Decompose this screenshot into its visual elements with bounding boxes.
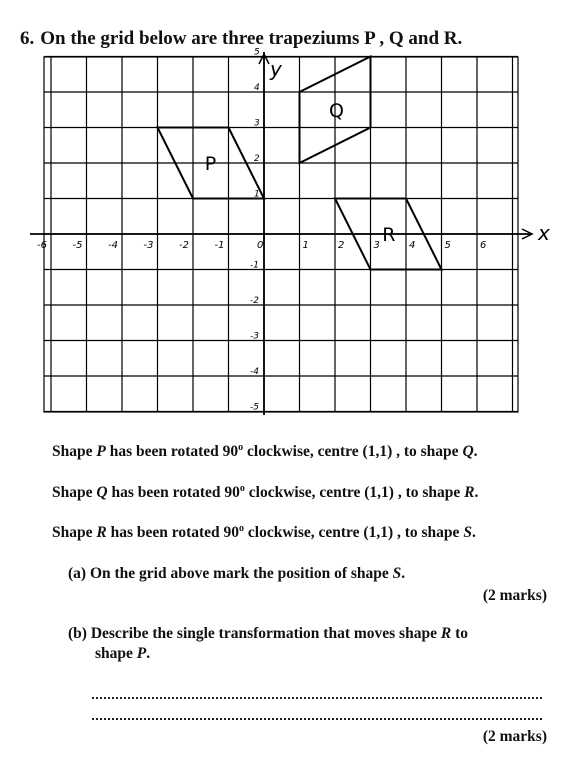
y-tick-label: 4	[254, 83, 260, 93]
x-tick-label: -2	[179, 240, 189, 251]
x-tick-label: 3	[373, 240, 380, 251]
x-tick-label: 5	[444, 240, 451, 251]
statement-2: Shape Q has been rotated 90$^o$ clockwise, centre (1,1) , to shape R.	[52, 483, 479, 502]
shape-label-p: P	[204, 153, 217, 175]
x-tick-label: 1	[302, 240, 309, 251]
y-axis-label: y	[270, 57, 282, 81]
y-tick-label: -5	[250, 402, 259, 413]
y-tick-label: 5	[254, 47, 260, 58]
part-b-marks: (2 marks)	[482, 728, 547, 745]
x-tick-label: 2	[338, 240, 345, 251]
y-tick-label: 2	[254, 154, 260, 164]
x-tick-label: 0	[257, 240, 264, 251]
part-b-question-cont: shape P.	[95, 645, 151, 662]
x-tick-label: 6	[480, 240, 487, 251]
tick-labels	[37, 48, 550, 413]
x-tick-label: -4	[108, 240, 118, 251]
part-a-question: (a) On the grid above mark the position of shape S.	[68, 565, 406, 582]
part-a-marks: (2 marks)	[482, 587, 547, 604]
statement-3: Shape R has been rotated 90$^o$ clockwise, centre (1,1) , to shape S.	[52, 523, 476, 542]
shape-label-q: Q	[329, 99, 344, 122]
x-tick-label: 4	[409, 240, 416, 251]
answer-line-1[interactable]	[92, 697, 542, 699]
y-tick-label: 1	[254, 189, 260, 200]
y-tick-label: 3	[254, 118, 260, 129]
statement-1: Shape P has been rotated 90$^o$ clockwise, centre (1,1) , to shape Q.	[52, 442, 478, 461]
x-tick-label: -5	[72, 240, 83, 251]
part-b-question: (b) Describe the single transformation that moves shape R to	[68, 625, 468, 642]
x-tick-label: -3	[143, 240, 154, 251]
shape-label-r: R	[382, 224, 396, 246]
axes	[30, 52, 532, 415]
y-tick-label: -1	[250, 260, 259, 271]
x-tick-label: -6	[37, 240, 47, 251]
y-tick-label: -4	[250, 367, 259, 377]
y-tick-label: -3	[250, 331, 259, 342]
question-intro: On the grid below are three trapeziums P , Q and R.	[40, 28, 463, 49]
question-number: 6.	[20, 28, 35, 49]
x-tick-label: -1	[214, 240, 225, 251]
answer-line-2[interactable]	[92, 718, 542, 720]
x-axis-label: x	[538, 221, 550, 245]
y-tick-label: -2	[250, 296, 259, 306]
